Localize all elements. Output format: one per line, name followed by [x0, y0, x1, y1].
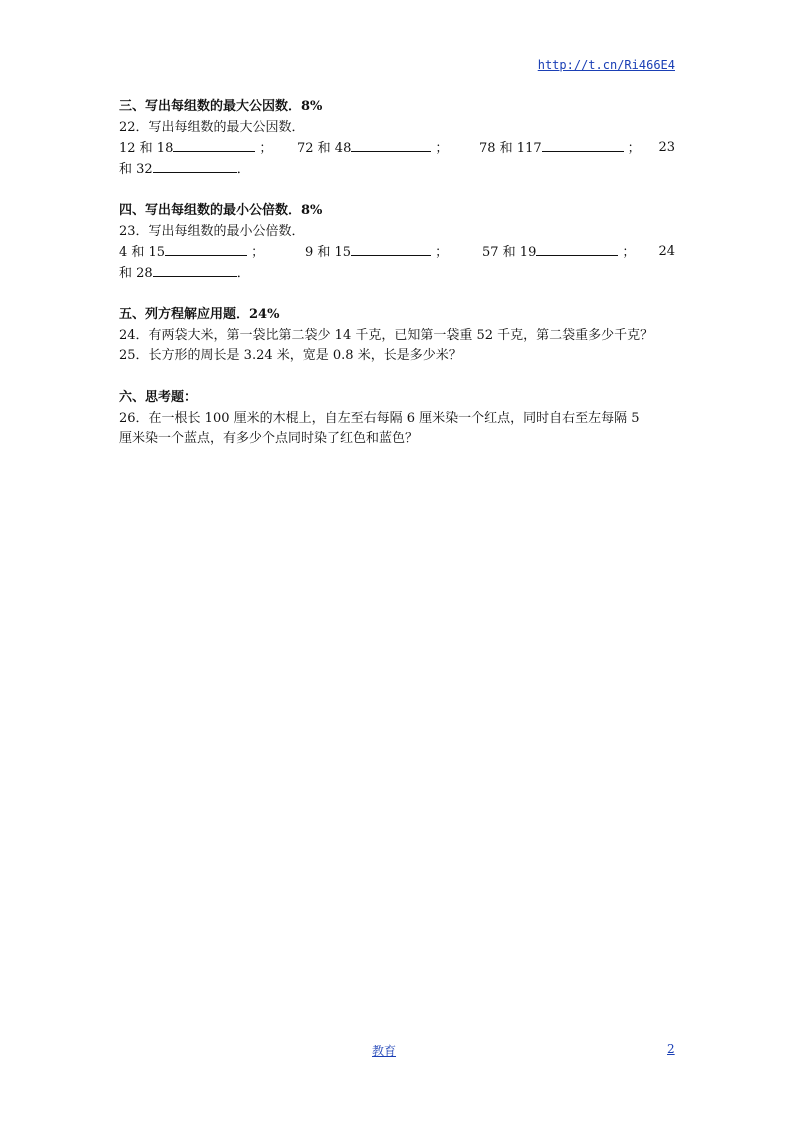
answer-blank[interactable] — [165, 242, 247, 256]
answer-row — [119, 242, 675, 263]
answer-item: 和 28 ． — [119, 263, 250, 285]
page-number[interactable]: 2 — [667, 1042, 675, 1056]
answer-blank[interactable] — [536, 242, 618, 256]
answer-blank[interactable] — [542, 138, 624, 152]
answer-item-start: 23 — [658, 140, 675, 155]
question-text: 23．写出每组数的最小公倍数． — [119, 223, 305, 239]
answer-row — [119, 138, 675, 159]
section-heading: 四、写出每组数的最小公倍数．8% — [119, 203, 323, 218]
section-heading: 三、写出每组数的最大公因数．8% — [119, 99, 323, 114]
answer-item: 12 和 18 ； — [119, 138, 272, 160]
answer-item: 4 和 15 ； — [119, 242, 264, 264]
section-thinking — [119, 388, 675, 450]
footer-link[interactable]: 教育 — [372, 1044, 397, 1058]
question-text: 25．长方形的周长是 3.24 米，宽是 0.8 米，长是多少米？ — [119, 348, 462, 363]
section-equations — [119, 305, 675, 367]
answer-blank[interactable] — [351, 242, 431, 256]
section-heading: 五、列方程解应用题．24% — [119, 307, 280, 322]
question-text: 22．写出每组数的最大公因数． — [119, 119, 305, 135]
answer-item: 78 和 117 ； — [479, 138, 641, 160]
answer-item: 9 和 15 ； — [305, 242, 448, 264]
question-text: 厘米染一个蓝点，有多少个点同时染了红色和蓝色？ — [119, 431, 419, 446]
answer-item: 57 和 19 ； — [482, 242, 635, 264]
answer-item-start: 24 — [658, 244, 675, 259]
answer-blank[interactable] — [351, 138, 431, 152]
answer-row — [119, 159, 675, 180]
answer-item: 和 32 ． — [119, 159, 250, 181]
answer-item: 72 和 48 ； — [297, 138, 448, 160]
answer-blank[interactable] — [173, 138, 255, 152]
question-text: 26．在一根长 100 厘米的木棍上，自左至右每隔 6 厘米染一个红点，同时自右至左每隔 5 — [119, 410, 640, 426]
answer-row — [119, 263, 675, 284]
section-lcm — [119, 201, 675, 283]
answer-blank[interactable] — [153, 159, 237, 173]
section-gcd — [119, 97, 675, 179]
section-heading: 六、思考题： — [119, 390, 198, 405]
answer-blank[interactable] — [153, 263, 237, 277]
header-link[interactable]: http://t.cn/Ri466E4 — [537, 58, 675, 72]
question-text: 24．有两袋大米，第一袋比第二袋少 14 千克，已知第一袋重 52 千克，第二袋重多少千克？ — [119, 327, 654, 343]
